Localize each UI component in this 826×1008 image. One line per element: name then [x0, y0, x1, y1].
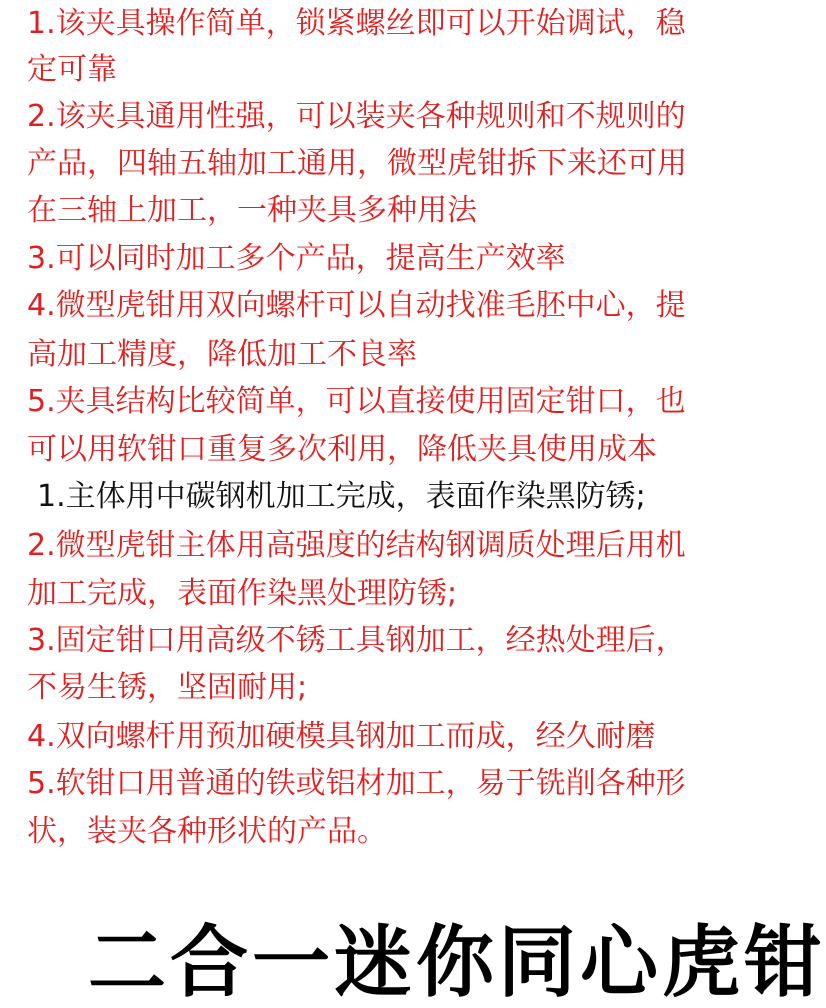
feature-line: 3.可以同时加工多个产品，提高生产效率 [27, 241, 566, 276]
material-line: 2.微型虎钳主体用高强度的结构钢调质处理后用机 [27, 528, 686, 563]
feature-line: 4.微型虎钳用双向螺杆可以自动找准毛胚中心，提 [27, 288, 686, 323]
section-title: 二合一迷你同心虎钳 [88, 918, 826, 1008]
material-line: 状，装夹各种形状的产品。 [27, 814, 387, 849]
feature-line: 定可靠 [27, 52, 117, 87]
material-line: 不易生锈，坚固耐用; [27, 670, 308, 705]
feature-line: 高加工精度，降低加工不良率 [27, 337, 417, 372]
feature-line: 5.夹具结构比较简单，可以直接使用固定钳口，也 [27, 384, 686, 419]
material-line: 1.主体用中碳钢机加工完成，表面作染黑防锈; [37, 479, 646, 514]
material-line: 加工完成，表面作染黑处理防锈; [27, 576, 458, 611]
feature-line: 在三轴上加工，一种夹具多种用法 [27, 193, 477, 228]
feature-line: 1.该夹具操作简单，锁紧螺丝即可以开始调试，稳 [27, 6, 686, 41]
material-line: 4.双向螺杆用预加硬模具钢加工而成，经久耐磨 [27, 719, 656, 754]
feature-line: 产品，四轴五轴加工通用，微型虎钳拆下来还可用 [27, 146, 687, 181]
material-line: 3.固定钳口用高级不锈工具钢加工，经热处理后， [27, 623, 686, 658]
feature-line: 2.该夹具通用性强，可以装夹各种规则和不规则的 [27, 99, 686, 134]
material-line: 5.软钳口用普通的铁或铝材加工，易于铣削各种形 [27, 766, 686, 801]
feature-line: 可以用软钳口重复多次利用，降低夹具使用成本 [27, 432, 657, 467]
